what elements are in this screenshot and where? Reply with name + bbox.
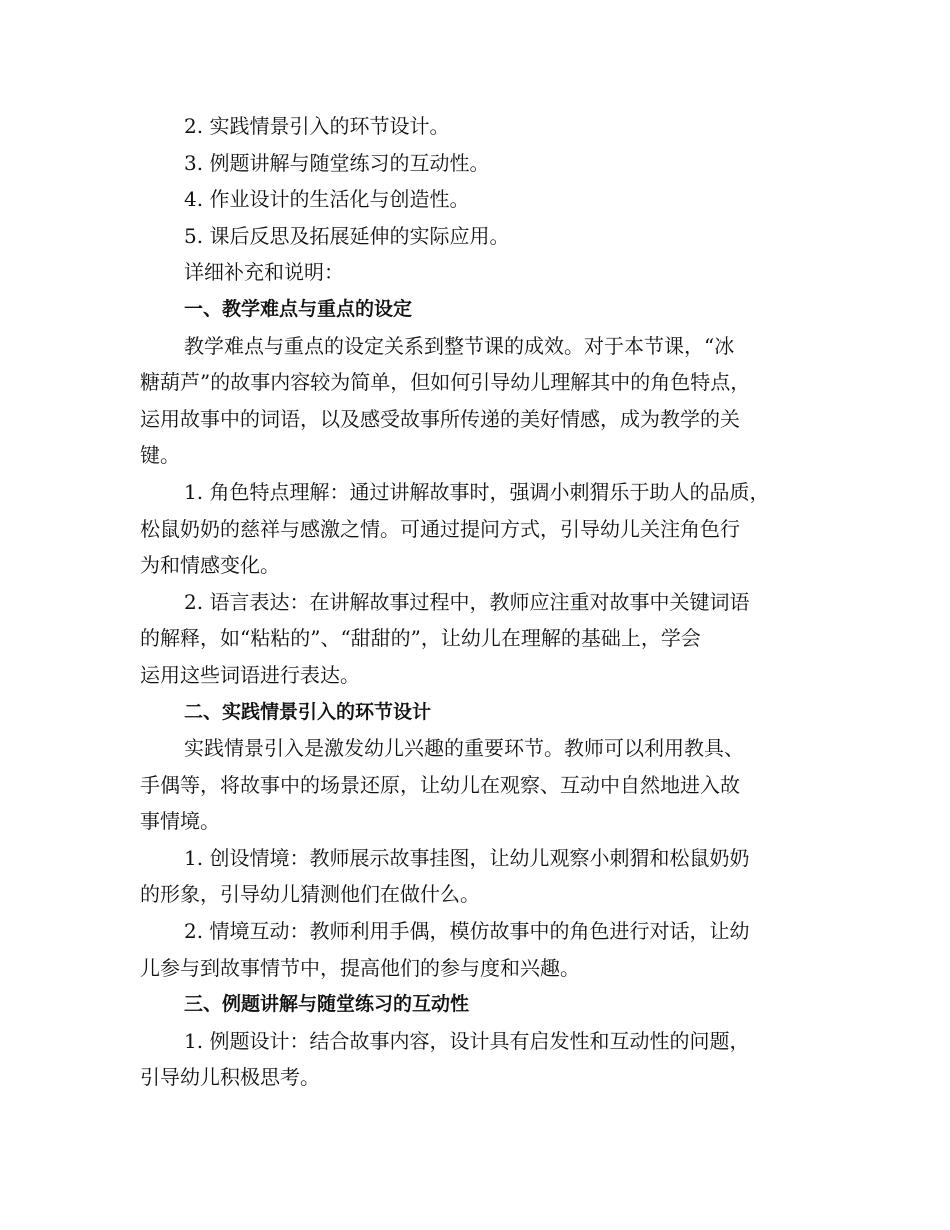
paragraph-line: 2. 情境互动：教师利用手偶，模仿故事中的角色进行对话，让幼	[184, 919, 750, 944]
list-item: 3. 例题讲解与随堂练习的互动性。	[184, 150, 490, 175]
section-heading: 三、例题讲解与随堂练习的互动性	[184, 993, 470, 1016]
paragraph-line: 教学难点与重点的设定关系到整节课的成效。对于本节课，“冰	[184, 333, 735, 358]
paragraph-line: 1. 角色特点理解：通过讲解故事时，强调小刺猬乐于助人的品质，	[184, 479, 770, 504]
list-item: 5. 课后反思及拓展延伸的实际应用。	[184, 223, 510, 248]
paragraph-line: 糖葫芦”的故事内容较为简单，但如何引导幼儿理解其中的角色特点，	[140, 370, 751, 395]
paragraph-line: 实践情景引入是激发幼儿兴趣的重要环节。教师可以利用教具、	[184, 736, 744, 761]
paragraph-line: 键。	[140, 443, 180, 468]
section-heading: 一、教学难点与重点的设定	[184, 297, 413, 320]
list-item: 2. 实践情景引入的环节设计。	[184, 114, 450, 138]
document-body	[140, 108, 812, 1096]
paragraph-line: 松鼠奶奶的慈祥与感激之情。可通过提问方式，引导幼儿关注角色行	[140, 516, 740, 541]
section-heading: 二、实践情景引入的环节设计	[184, 700, 432, 723]
paragraph-line: 引导幼儿积极思考。	[140, 1065, 320, 1090]
paragraph-line: 运用这些词语进行表达。	[140, 662, 360, 687]
paragraph-line: 1. 创设情境：教师展示故事挂图，让幼儿观察小刺猬和松鼠奶奶	[184, 845, 750, 870]
paragraph-line: 儿参与到故事情节中，提高他们的参与度和兴趣。	[140, 955, 580, 980]
paragraph-line: 2. 语言表达：在讲解故事过程中，教师应注重对故事中关键词语	[184, 589, 750, 614]
list-item: 4. 作业设计的生活化与创造性。	[184, 187, 470, 212]
paragraph-line: 运用故事中的词语，以及感受故事所传递的美好情感，成为教学的关	[140, 406, 740, 431]
paragraph-line: 为和情感变化。	[140, 553, 280, 578]
paragraph-line: 事情境。	[140, 809, 220, 834]
paragraph-line: 1. 例题设计：结合故事内容，设计具有启发性和互动性的问题，	[184, 1028, 750, 1053]
paragraph-line: 的解释，如“粘粘的”、“甜甜的”，让幼儿在理解的基础上，学会	[140, 626, 701, 651]
paragraph-line: 手偶等，将故事中的场景还原，让幼儿在观察、互动中自然地进入故	[140, 772, 740, 797]
paragraph-line: 的形象，引导幼儿猜测他们在做什么。	[140, 882, 480, 907]
paragraph-line: 详细补充和说明：	[184, 260, 344, 285]
